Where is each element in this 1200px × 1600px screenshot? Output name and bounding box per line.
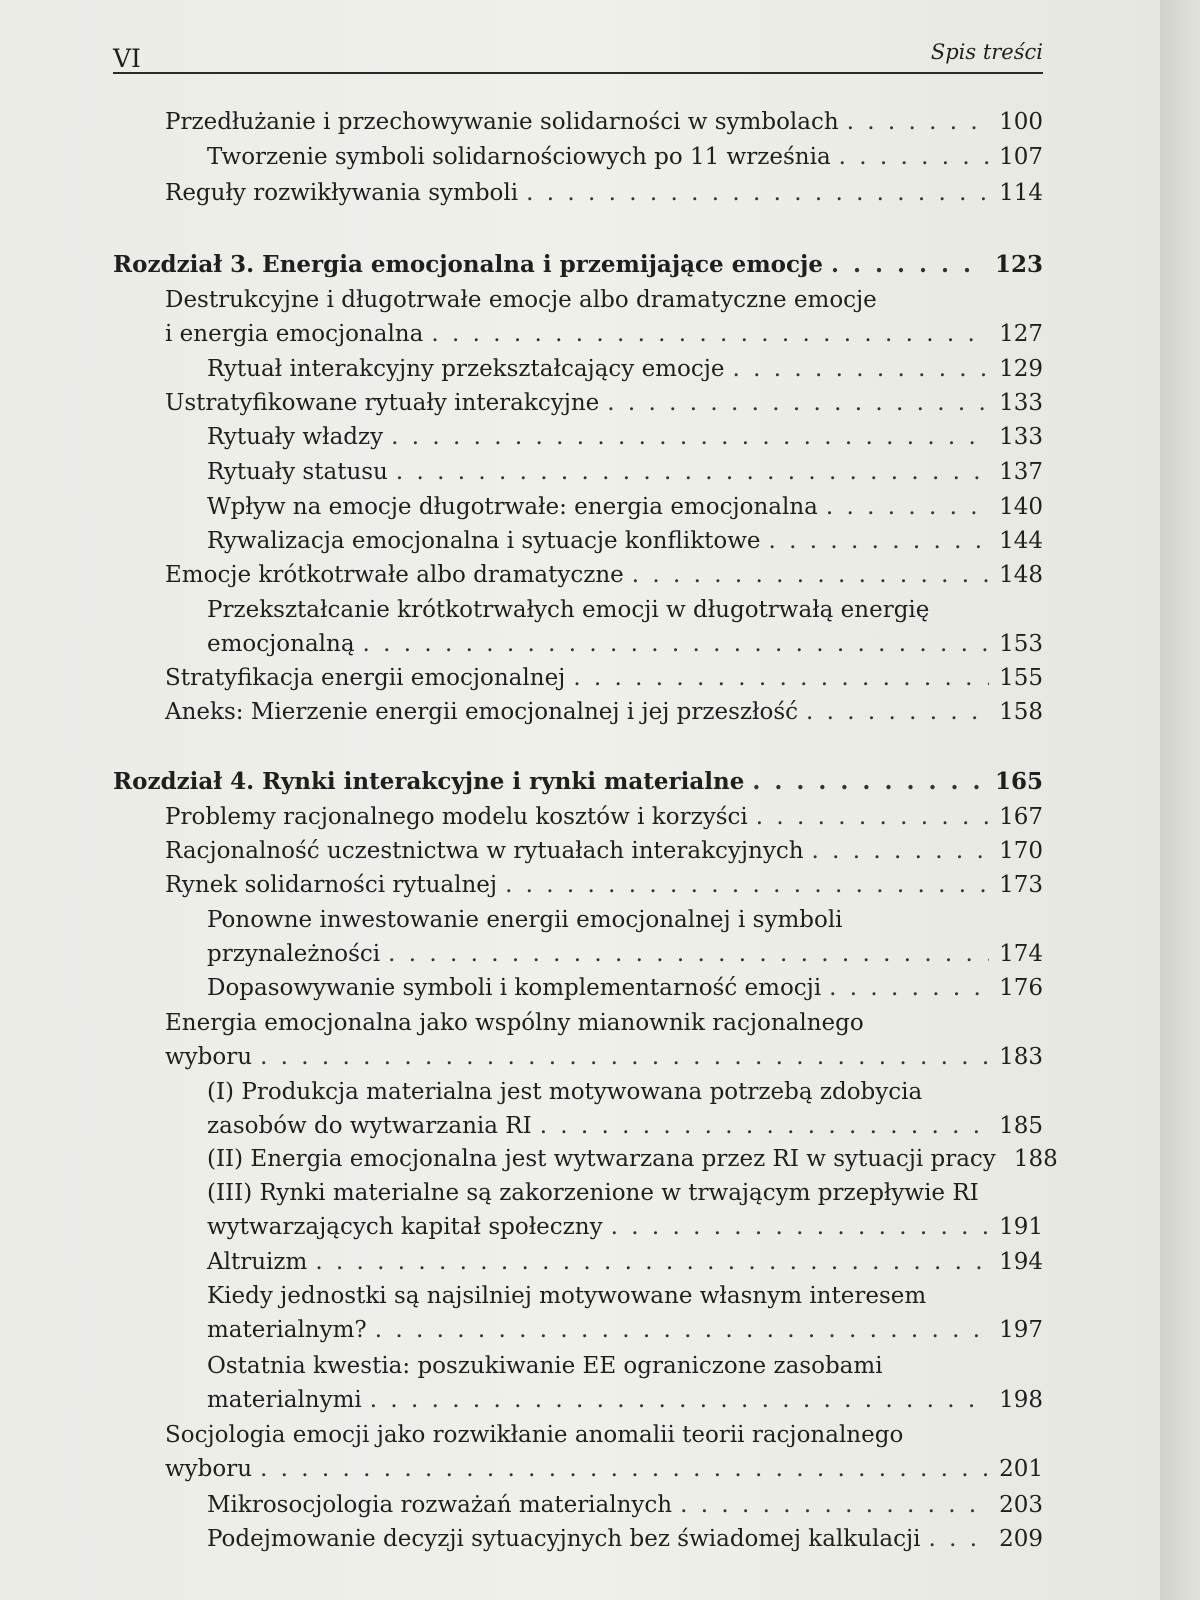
toc-entry-page-number: 107 [999,144,1043,170]
toc-entry-title: Rytuały statusu [207,459,388,485]
toc-entry [207,352,1043,386]
toc-entry-title-line1: Energia emocjonalna jako wspólny mianownik racjonalnego [165,1010,864,1036]
toc-entry-title-line1: (III) Rynki materialne są zakorzenione w trwającym przepływie RI [207,1180,979,1206]
toc-entry [165,386,1043,420]
toc-entry-page-number: 158 [999,699,1043,725]
toc-entry-page-number: 144 [999,528,1043,554]
dot-leader [375,1313,989,1347]
toc-entry [165,1006,1043,1074]
toc-entry-page-number: 153 [999,631,1043,657]
toc-entry-title-line1: Przekształcanie krótkotrwałych emocji w długotrwałą energię [207,597,930,623]
dot-leader [752,765,987,799]
toc-entry-page-number: 173 [999,872,1043,898]
toc-entry-page-number: 100 [999,109,1043,135]
dot-leader [260,1452,989,1486]
dot-leader [540,1109,989,1143]
dot-leader [363,627,989,661]
toc-entry [207,420,1043,454]
toc-entry-title: Mikrosocjologia rozważań materialnych [207,1492,673,1518]
toc-entry-title: Problemy racjonalnego modelu kosztów i korzyści [165,804,748,830]
toc-entry [165,868,1043,902]
dot-leader [847,105,989,139]
toc-entry-title: materialnymi [207,1387,362,1413]
toc-entry-title: Rozdział 4. Rynki interakcyjne i rynki materialne [113,768,745,795]
toc-entry [165,1418,1043,1486]
toc-entry-title: i energia emocjonalna [165,321,424,347]
toc-entry-page-number: 197 [999,1317,1043,1343]
toc-entry-title: przynależności [207,941,381,967]
toc-entry-page-number: 167 [999,804,1043,830]
dot-leader [812,834,989,868]
page-header [113,40,1043,80]
header-rule [113,72,1043,74]
dot-leader [732,352,989,386]
toc-entry [165,105,1043,139]
toc-entry-page-number: 114 [999,180,1043,206]
toc-entry-title: Rozdział 3. Energia emocjonalna i przemijające emocje [113,251,823,278]
toc-entry-title: Aneks: Mierzenie energii emocjonalnej i jej przeszłość [165,699,799,725]
dot-leader [396,455,989,489]
page-edge [1160,0,1200,1600]
toc-entry-title: Dopasowywanie symboli i komplementarność emocji [207,975,822,1001]
toc-entry-page-number: 203 [999,1492,1043,1518]
dot-leader [839,140,989,174]
toc-entry-title: (II) Energia emocjonalna jest wytwarzana przez RI w sytuacji pracy [207,1146,996,1172]
toc-entry [207,903,1043,971]
running-title: Spis treści [930,40,1043,64]
dot-leader [526,176,989,210]
dot-leader [431,317,989,351]
toc-entry-title: Podejmowanie decyzji sytuacyjnych bez świadomej kalkulacji [207,1526,921,1552]
toc-entry-title: Ustratyfikowane rytuały interakcyjne [165,390,600,416]
dot-leader [607,386,989,420]
toc-entry [165,661,1043,695]
toc-entry-title: Rynek solidarności rytualnej [165,872,498,898]
toc-entry-title: Racjonalność uczestnictwa w rytuałach interakcyjnych [165,838,804,864]
toc-entry-page-number: 170 [999,838,1043,864]
toc-entry [165,283,1043,351]
toc-entry-title-line1: (I) Produkcja materialna jest motywowana potrzebą zdobycia [207,1079,923,1105]
dot-leader [928,1522,989,1556]
toc-entry-page-number: 183 [999,1044,1043,1070]
toc-entry [207,1075,1043,1143]
toc-entry-page-number: 137 [999,459,1043,485]
toc-entry [207,140,1043,174]
dot-leader [806,695,989,729]
toc-entry [207,1488,1043,1522]
toc-entry-page-number: 133 [999,390,1043,416]
toc-entry-title: Emocje krótkotrwałe albo dramatyczne [165,562,624,588]
toc-entry-page-number: 176 [999,975,1043,1001]
dot-leader [831,248,987,282]
toc-entry-page-number: 191 [999,1214,1043,1240]
dot-leader [505,868,989,902]
toc-entry-page-number: 155 [999,665,1043,691]
dot-leader [680,1488,989,1522]
toc-entry-title: wytwarzających kapitał społeczny [207,1214,603,1240]
toc-entry-title-line1: Ostatnia kwestia: poszukiwanie EE ograniczone zasobami [207,1353,883,1379]
toc-entry-page-number: 127 [999,321,1043,347]
toc-entry-title: Stratyfikacja energii emocjonalnej [165,665,566,691]
toc-entry-page-number: 148 [999,562,1043,588]
dot-leader [611,1210,989,1244]
dot-leader [769,524,989,558]
toc-entry-page-number: 209 [999,1526,1043,1552]
toc-entry [207,971,1043,1005]
dot-leader [826,490,989,524]
toc-entry-title-line1: Socjologia emocji jako rozwikłanie anomalii teorii racjonalnego [165,1422,904,1448]
toc-entry-title-line1: Destrukcyjne i długotrwałe emocje albo dramatyczne emocje [165,287,877,313]
toc-entry-page-number: 185 [999,1113,1043,1139]
toc-chapter-entry [113,765,1043,799]
toc-entry-page-number: 201 [999,1456,1043,1482]
dot-leader [573,661,989,695]
toc-entry-page-number: 140 [999,494,1043,520]
dot-leader [388,937,989,971]
toc-entry-title: Reguły rozwikływania symboli [165,180,519,206]
toc-entry-page-number: 123 [994,251,1043,278]
toc-entry [165,695,1043,729]
toc-entry-title: emocjonalną [207,631,355,657]
toc-entry-title-line1: Kiedy jednostki są najsilniej motywowane własnym interesem [207,1283,927,1309]
toc-entry-page-number: 188 [1013,1146,1058,1172]
page-number: VI [113,44,141,73]
toc-entry-title: materialnym? [207,1317,367,1343]
toc-entry-page-number: 129 [999,356,1043,382]
toc-entry [207,455,1043,489]
toc-entry-title: Przedłużanie i przechowywanie solidarności w symbolach [165,109,839,135]
dot-leader [829,971,989,1005]
toc-entry [207,1279,1043,1347]
dot-leader [391,420,989,454]
toc-entry-title: Tworzenie symboli solidarnościowych po 11 września [207,144,831,170]
dot-leader [260,1040,989,1074]
toc-entry-title-line1: Ponowne inwestowanie energii emocjonalnej i symboli [207,907,843,933]
toc-entry-title: zasobów do wytwarzania RI [207,1113,532,1139]
toc-chapter-entry [113,248,1043,282]
toc-entry-title: Altruizm [207,1249,308,1275]
toc-entry-page-number: 133 [999,424,1043,450]
dot-leader [632,558,989,592]
toc-entry [165,176,1043,210]
toc-entry [165,800,1043,834]
toc-entry [207,1349,1043,1417]
toc-entry [207,490,1043,524]
toc-entry [165,558,1043,592]
toc-entry-page-number: 174 [999,941,1043,967]
toc-entry-page-number: 198 [999,1387,1043,1413]
toc-entry-title: Rywalizacja emocjonalna i sytuacje konfliktowe [207,528,761,554]
toc-entry [207,1522,1043,1556]
toc-entry-title: Rytuały władzy [207,424,384,450]
toc-entry [207,1245,1043,1279]
toc-entry-title: wyboru [165,1044,253,1070]
toc-entry-page-number: 165 [994,768,1043,795]
toc-entry-title: Wpływ na emocje długotrwałe: energia emocjonalna [207,494,818,520]
dot-leader [370,1383,989,1417]
toc-entry-title: Rytuał interakcyjny przekształcający emocje [207,356,725,382]
toc-entry [207,1142,1058,1176]
toc-entry [207,593,1043,661]
toc-entry-page-number: 194 [999,1249,1043,1275]
toc-entry [207,524,1043,558]
toc-entry [207,1176,1043,1244]
dot-leader [756,800,989,834]
toc-entry [165,834,1043,868]
dot-leader [315,1245,989,1279]
toc-entry-title: wyboru [165,1456,253,1482]
